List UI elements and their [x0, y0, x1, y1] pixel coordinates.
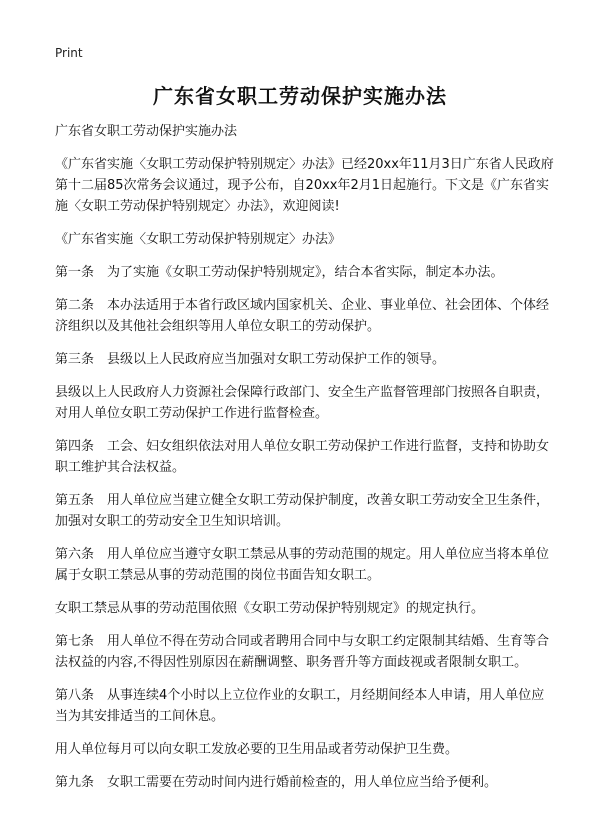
article-1: 第一条 为了实施《女职工劳动保护特别规定》，结合本省实际，制定本办法。 [55, 265, 504, 280]
document-body [55, 121, 555, 805]
article-8: 第八条 从事连续4个小时以上立位作业的女职工，月经期间经本人申请，用人单位应当为其安排适当的工间休息。 [55, 688, 545, 724]
article-4: 第四条 工会、妇女组织依法对用人单位女职工劳动保护工作进行监督，支持和协助女职工维护其合法权益。 [55, 439, 550, 475]
article-5: 第五条 用人单位应当建立健全女职工劳动保护制度，改善女职工劳动安全卫生条件，加强对女职工的劳动安全卫生知识培训。 [55, 493, 550, 529]
article-2: 第二条 本办法适用于本省行政区域内国家机关、企业、事业单位、社会团体、个体经济组织以及其他社会组织等用人单位女职工的劳动保护。 [55, 298, 550, 334]
article-6: 第六条 用人单位应当遵守女职工禁忌从事的劳动范围的规定。用人单位应当将本单位属于女职工禁忌从事的劳动范围的岗位书面告知女职工。 [55, 547, 550, 583]
article-9: 第九条 女职工需要在劳动时间内进行婚前检查的，用人单位应当给予便利。 [55, 775, 498, 790]
article-7: 第七条 用人单位不得在劳动合同或者聘用合同中与女职工约定限制其结婚、生育等合法权益的内容,不得因性别原因在薪酬调整、职务晋升等方面歧视或者限制女职工。 [55, 634, 550, 670]
document-title: 广东省女职工劳动保护实施办法 [153, 84, 447, 108]
article-3-continued: 县级以上人民政府人力资源社会保障行政部门、安全生产监督管理部门按照各自职责，对用人单位女职工劳动保护工作进行监督检查。 [55, 385, 550, 421]
article-6-continued: 女职工禁忌从事的劳动范围依照《女职工劳动保护特别规定》的规定执行。 [55, 601, 485, 616]
paragraph-heading: 《广东省实施〈女职工劳动保护特别规定〉办法》 [55, 232, 342, 247]
print-link[interactable]: Print [55, 46, 83, 60]
article-8-continued: 用人单位每月可以向女职工发放必要的卫生用品或者劳动保护卫生费。 [55, 742, 459, 757]
article-3: 第三条 县级以上人民政府应当加强对女职工劳动保护工作的领导。 [55, 352, 446, 367]
paragraph-subtitle: 广东省女职工劳动保护实施办法 [55, 124, 238, 139]
paragraph-intro: 《广东省实施〈女职工劳动保护特别规定〉办法》已经20xx年11月3日广东省人民政府第十二届85次常务会议通过，现予公布，自20xx年2月1日起施行。下文是《广东省实施〈女职工劳动保护特别规定〉办法》，欢迎阅读! [55, 157, 554, 214]
